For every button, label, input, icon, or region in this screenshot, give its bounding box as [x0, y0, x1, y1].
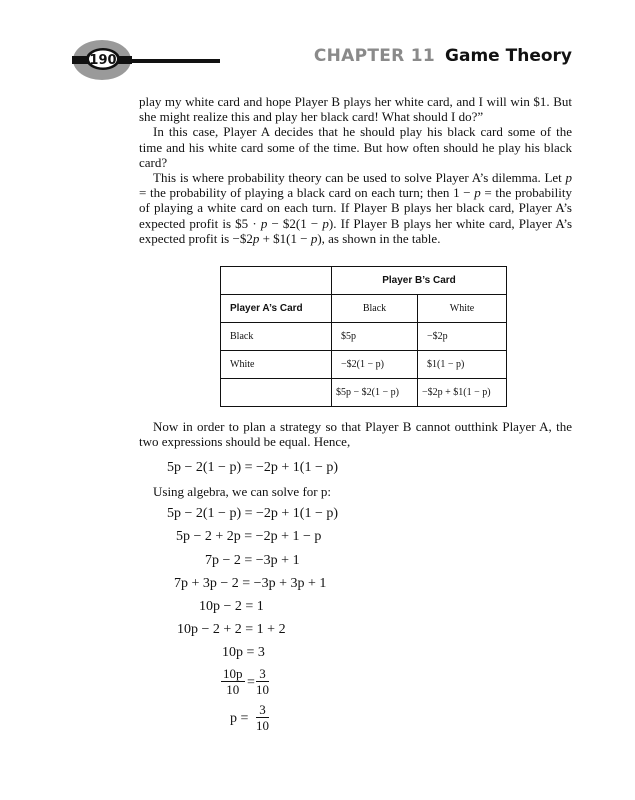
fraction-left-denominator: 10 [226, 682, 240, 697]
text-block-top [139, 94, 572, 246]
table-row [221, 351, 507, 379]
table-row [221, 295, 507, 323]
col-black-header: Black [332, 295, 418, 323]
row-sum-empty [221, 379, 332, 407]
fraction-equals: = [247, 675, 255, 690]
paragraph-4: Now in order to plan a strategy so that Player B cannot outthink Player A, the two expressions should be equal. Hence, [139, 419, 572, 450]
cell-black-black: $5p [332, 323, 418, 351]
equation-0: 5p − 2(1 − p) = −2p + 1(1 − p) [167, 460, 339, 475]
equation-1: 5p − 2(1 − p) = −2p + 1(1 − p) [167, 506, 339, 521]
player-b-header: Player B’s Card [332, 267, 507, 295]
payoff-table [220, 266, 507, 407]
fraction-right [256, 666, 269, 697]
equation-3: 7p − 2 = −3p + 1 [205, 553, 300, 568]
equation-5: 10p − 2 = 1 [199, 599, 264, 614]
table-row [221, 379, 507, 407]
cell-white-white: $1(1 − p) [418, 351, 507, 379]
equation-2: 5p − 2 + 2p = −2p + 1 − p [176, 529, 322, 544]
cell-black-white: −$2p [418, 323, 507, 351]
chapter-title: Game Theory [445, 46, 572, 66]
fraction-left-numerator: 10p [223, 666, 243, 681]
paragraph-5: Using algebra, we can solve for p: [153, 484, 331, 499]
row-white-label: White [221, 351, 332, 379]
player-a-header: Player A’s Card [221, 295, 332, 323]
equation-4: 7p + 3p − 2 = −3p + 3p + 1 [174, 576, 327, 591]
sum-black: $5p − $2(1 − p) [332, 379, 418, 407]
solution-lhs: p = [230, 711, 249, 726]
fraction-right-numerator: 3 [256, 666, 269, 682]
paragraph-1: play my white card and hope Player B plays her white card, and I will win $1. But she might realize this and play her black card! What should I do?” [139, 94, 572, 125]
page-number: 190 [89, 53, 117, 68]
paragraph-2: In this case, Player A decides that he should play his black card some of the time and his white card some of the time. But how often should he play his black card? [139, 124, 572, 170]
cell-white-black: −$2(1 − p) [332, 351, 418, 379]
paragraph-3: This is where probability theory can be used to solve Player A’s dilemma. Let p = the probability of playing a black card on each turn; then 1 − p = the probability of playing a white card on each turn. If Player B plays her black card, Player A’s expected profit is $5 · p − $2(1 − p). If Player B plays her white card, Player A’s expected profit is −$2p + $1(1 − p), as shown in the table. [139, 170, 573, 246]
solution-numerator: 3 [256, 702, 269, 718]
equation-7: 10p = 3 [222, 645, 265, 660]
fraction-right-denominator: 10 [256, 682, 269, 697]
fraction-left [221, 666, 245, 697]
equation-6: 10p − 2 + 2 = 1 + 2 [177, 622, 286, 637]
table-row [221, 323, 507, 351]
text-block-bottom [139, 419, 572, 449]
chapter-label: CHAPTER 11 [313, 46, 436, 66]
col-white-header: White [418, 295, 507, 323]
header-rule [120, 59, 220, 63]
sum-white: −$2p + $1(1 − p) [418, 379, 507, 407]
solution-denominator: 10 [256, 718, 269, 733]
chapter-heading [314, 46, 572, 66]
table-corner-empty [221, 267, 332, 295]
row-black-label: Black [221, 323, 332, 351]
solution-fraction [256, 702, 269, 733]
